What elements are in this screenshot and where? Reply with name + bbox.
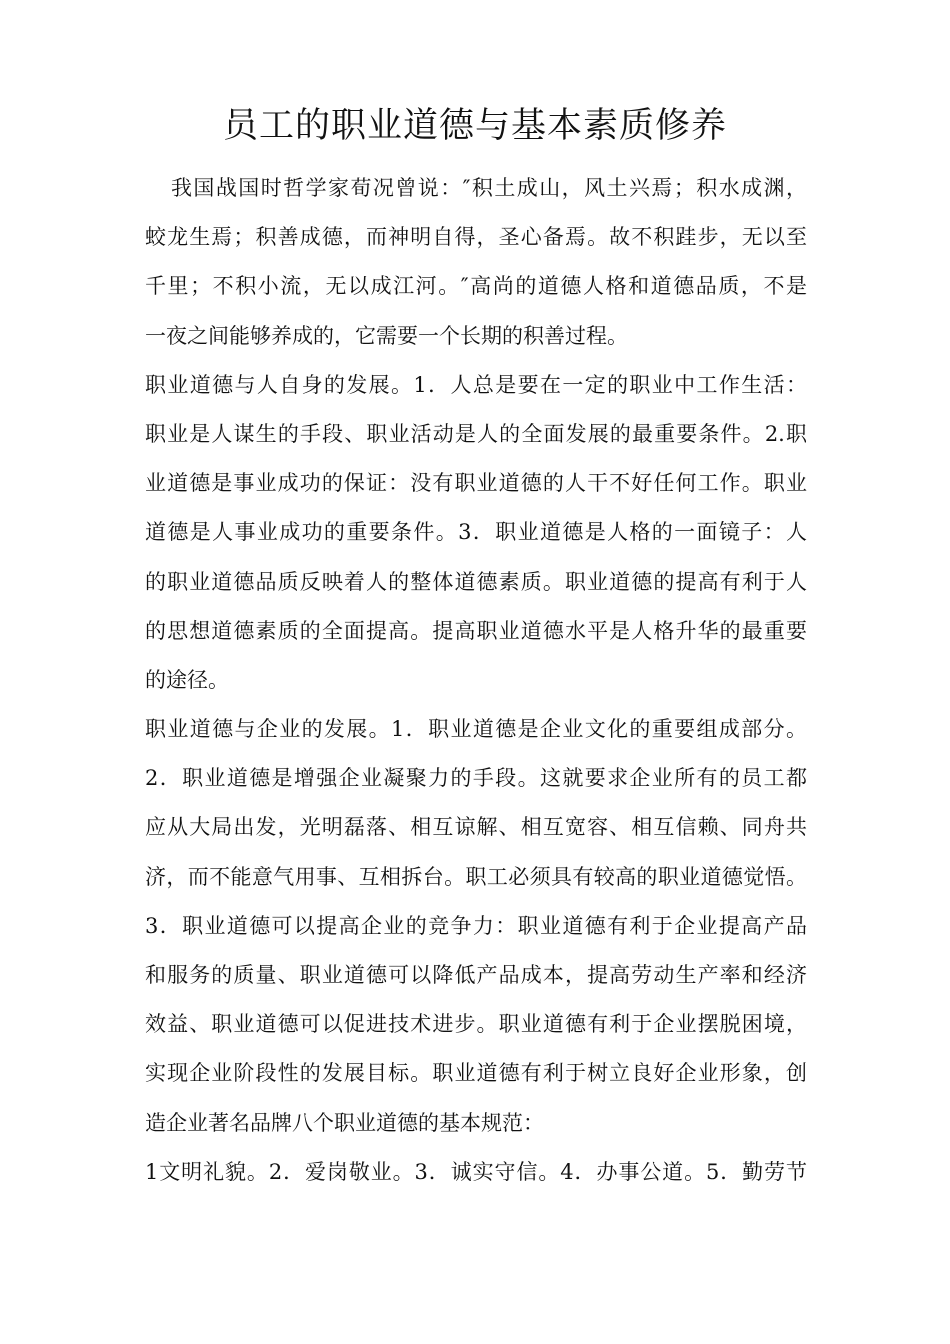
text-line: 业道德是事业成功的保证：没有职业道德的人干不好任何工作。职业	[145, 471, 807, 496]
text-line: 的途径。	[145, 667, 229, 692]
text-line: 的思想道德素质的全面提高。提高职业道德水平是人格升华的最重要	[145, 618, 807, 643]
text-line: 千里；不积小流，无以成江河。″高尚的道德人格和道德品质，不是	[145, 274, 807, 299]
text-line: 的职业道德品质反映着人的整体道德素质。职业道德的提高有利于人	[145, 569, 807, 594]
text-line: 我国战国时哲学家荀况曾说：″积土成山，风土兴焉；积水成渊，	[171, 176, 807, 200]
text-line: 2．职业道德是增强企业凝聚力的手段。这就要求企业所有的员工都	[145, 766, 807, 791]
text-line: 3．职业道德可以提高企业的竞争力：职业道德有利于企业提高产品	[145, 913, 807, 938]
text-line: 济，而不能意气用事、互相拆台。职工必须具有较高的职业道德觉悟。	[145, 864, 807, 889]
text-line: 职业是人谋生的手段、职业活动是人的全面发展的最重要条件。2.职	[145, 421, 807, 446]
text-line: 一夜之间能够养成的，它需要一个长期的积善过程。	[145, 323, 628, 348]
text-line: 蛟龙生焉；积善成德，而神明自得，圣心备焉。故不积跬步，无以至	[145, 225, 807, 250]
text-line: 造企业著名品牌八个职业道德的基本规范：	[145, 1110, 544, 1135]
text-line: 道德是人事业成功的重要条件。3．职业道德是人格的一面镜子：人	[145, 520, 807, 545]
text-line: 1文明礼貌。2．爱岗敬业。3．诚实守信。4．办事公道。5．勤劳节	[145, 1159, 807, 1184]
text-line: 效益、职业道德可以促进技术进步。职业道德有利于企业摆脱困境，	[145, 1012, 807, 1037]
text-line: 职业道德与人自身的发展。1．人总是要在一定的职业中工作生活：	[145, 372, 807, 397]
text-line: 应从大局出发，光明磊落、相互谅解、相互宽容、相互信赖、同舟共	[145, 815, 807, 840]
text-line: 实现企业阶段性的发展目标。职业道德有利于树立良好企业形象，创	[145, 1061, 807, 1086]
document-title: 员工的职业道德与基本素质修养	[222, 106, 727, 146]
document-body	[145, 164, 807, 1197]
text-line: 职业道德与企业的发展。1．职业道德是企业文化的重要组成部分。	[145, 717, 807, 742]
text-line: 和服务的质量、职业道德可以降低产品成本，提高劳动生产率和经济	[145, 963, 807, 987]
